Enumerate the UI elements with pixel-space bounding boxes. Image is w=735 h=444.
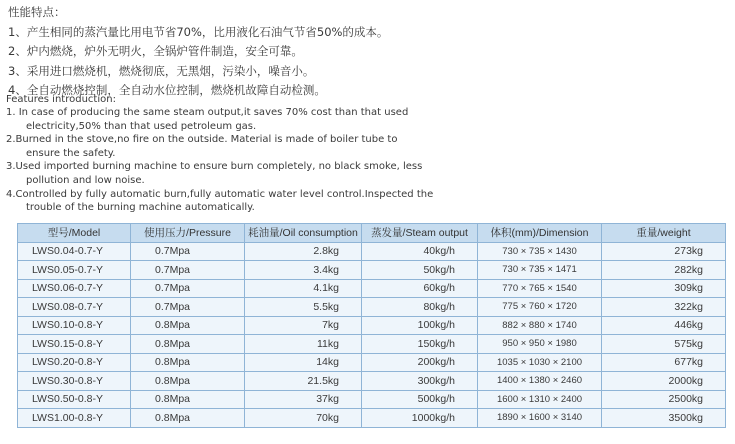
header-weight: 重量/weight [602,224,726,243]
cell-oil-consumption: 11kg [245,335,362,354]
english-feature-item [6,106,726,133]
cell-steam-output: 300kg/h [362,372,478,391]
cell-steam-output: 50kg/h [362,261,478,280]
chinese-feature-item: 1、产生相同的蒸汽量比用电节省70%，比用液化石油气节省50%的成本。 [8,24,389,39]
cell-oil-consumption: 70kg [245,409,362,428]
chinese-features-title: 性能特点： [8,5,66,19]
feature-line-continued: electricity,50% than that used petroleum gas. [26,120,257,132]
cell-weight: 322kg [602,298,726,317]
chinese-feature-item: 2、炉内燃烧，炉外无明火，全锅炉管件制造，安全可靠。 [8,44,303,58]
cell-weight: 2000kg [602,372,726,391]
cell-weight: 309kg [602,279,726,298]
cell-dimension: 1035 × 1030 × 2100 [478,353,602,372]
cell-oil-consumption: 21.5kg [245,372,362,391]
table-row [18,279,726,298]
cell-weight: 446kg [602,316,726,335]
cell-pressure: 0.7Mpa [131,279,245,298]
cell-oil-consumption: 3.4kg [245,261,362,280]
cell-steam-output: 40kg/h [362,242,478,261]
cell-steam-output: 200kg/h [362,353,478,372]
feature-line: 2.Burned in the stove,no fire on the outside. Material is made of boiler tube to [6,134,398,146]
cell-pressure: 0.8Mpa [131,316,245,335]
chinese-features [8,3,728,101]
cell-dimension: 1890 × 1600 × 3140 [478,409,602,428]
header-model: 型号/Model [18,224,131,243]
feature-line: 1. In case of producing the same steam output,it saves 70% cost than that used [6,107,409,118]
cell-dimension: 882 × 880 × 1740 [478,316,602,335]
header-dimension: 体积(mm)/Dimension [478,224,602,243]
feature-line-continued: ensure the safety. [26,147,116,159]
cell-weight: 273kg [602,242,726,261]
header-steam-output: 蒸发量/Steam output [362,224,478,243]
english-feature-item [6,133,726,160]
header-oil-consumption: 耗油量/Oil consumption [245,224,362,243]
cell-dimension: 1400 × 1380 × 2460 [478,372,602,391]
table-row [18,353,726,372]
cell-dimension: 950 × 950 × 1980 [478,335,602,354]
cell-oil-consumption: 5.5kg [245,298,362,317]
feature-line: 4.Controlled by fully automatic burn,fully automatic water level control.Inspected the [6,188,434,200]
cell-pressure: 0.7Mpa [131,242,245,261]
cell-model: LWS0.15-0.8-Y [18,335,131,354]
cell-weight: 677kg [602,353,726,372]
table-row [18,298,726,317]
cell-weight: 2500kg [602,390,726,409]
cell-model: LWS0.06-0.7-Y [18,279,131,298]
cell-pressure: 0.8Mpa [131,409,245,428]
table-header-row [18,224,726,243]
cell-weight: 282kg [602,261,726,280]
cell-model: LWS1.00-0.8-Y [18,409,131,428]
table-row [18,390,726,409]
feature-line: 3.Used imported burning machine to ensure burn completely, no black smoke, less [6,161,423,173]
cell-model: LWS0.04-0.7-Y [18,242,131,261]
cell-dimension: 770 × 765 × 1540 [478,279,602,298]
english-features [6,93,726,215]
cell-oil-consumption: 14kg [245,353,362,372]
table-row [18,261,726,280]
table-row [18,242,726,261]
cell-oil-consumption: 7kg [245,316,362,335]
cell-steam-output: 60kg/h [362,279,478,298]
cell-model: LWS0.08-0.7-Y [18,298,131,317]
table-row [18,316,726,335]
cell-dimension: 775 × 760 × 1720 [478,298,602,317]
cell-steam-output: 500kg/h [362,390,478,409]
cell-steam-output: 150kg/h [362,335,478,354]
cell-model: LWS0.50-0.8-Y [18,390,131,409]
spec-table [17,223,726,428]
cell-dimension: 730 × 735 × 1430 [478,242,602,261]
chinese-feature-item: 4、全自动燃烧控制，全自动水位控制，燃烧机故障自动检测。 [8,83,326,97]
cell-model: LWS0.05-0.7-Y [18,261,131,280]
cell-pressure: 0.7Mpa [131,298,245,317]
cell-model: LWS0.30-0.8-Y [18,372,131,391]
table-row [18,335,726,354]
feature-line-continued: pollution and low noise. [26,174,145,186]
cell-oil-consumption: 2.8kg [245,242,362,261]
cell-dimension: 1600 × 1310 × 2400 [478,390,602,409]
cell-pressure: 0.8Mpa [131,335,245,354]
cell-model: LWS0.20-0.8-Y [18,353,131,372]
cell-weight: 575kg [602,335,726,354]
table-row [18,409,726,428]
cell-pressure: 0.8Mpa [131,353,245,372]
cell-dimension: 730 × 735 × 1471 [478,261,602,280]
feature-line-continued: trouble of the burning machine automatically. [26,202,255,214]
english-feature-item [6,160,726,187]
english-features-title: Features introduction: [6,94,116,105]
cell-pressure: 0.8Mpa [131,372,245,391]
table-row [18,372,726,391]
cell-steam-output: 80kg/h [362,298,478,317]
header-pressure: 使用压力/Pressure [131,224,245,243]
cell-steam-output: 1000kg/h [362,409,478,428]
cell-model: LWS0.10-0.8-Y [18,316,131,335]
table-body [18,242,726,427]
cell-pressure: 0.8Mpa [131,390,245,409]
english-feature-item [6,188,726,215]
chinese-feature-item: 3、采用进口燃烧机，燃烧彻底，无黑烟，污染小，噪音小。 [8,63,315,78]
cell-oil-consumption: 37kg [245,390,362,409]
cell-oil-consumption: 4.1kg [245,279,362,298]
cell-steam-output: 100kg/h [362,316,478,335]
cell-weight: 3500kg [602,409,726,428]
cell-pressure: 0.7Mpa [131,261,245,280]
